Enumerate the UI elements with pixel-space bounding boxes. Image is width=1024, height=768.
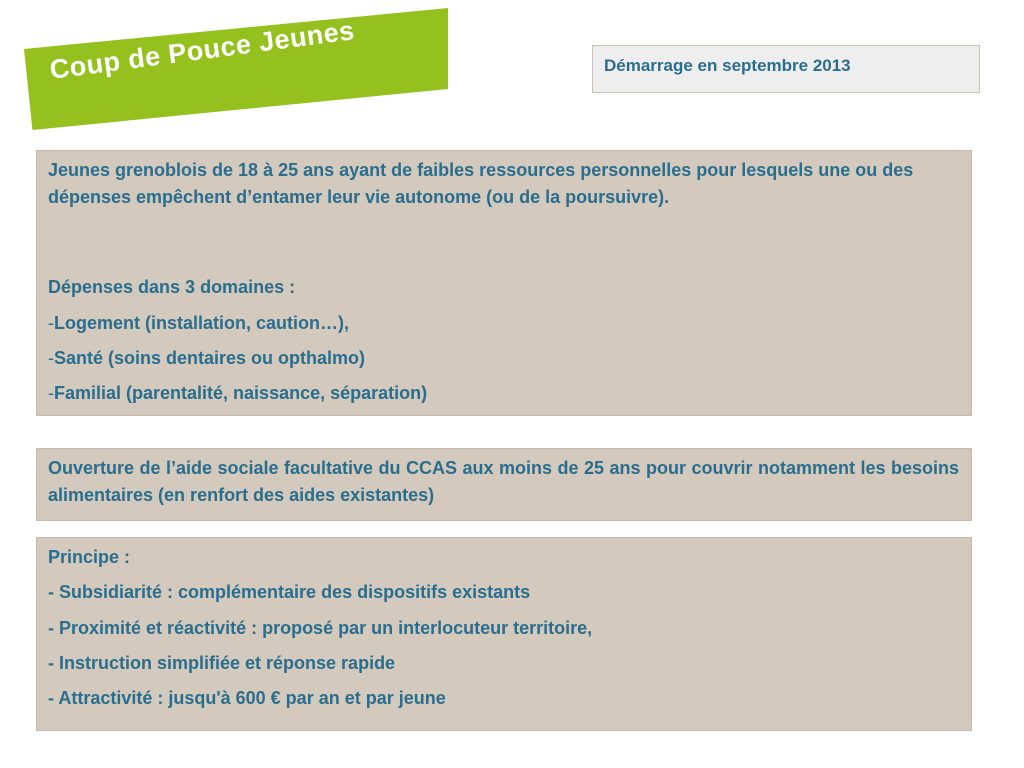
principle-item: - Proximité et réactivité : proposé par un interlocuteur territoire, [48, 618, 593, 638]
domain-item-health: -Santé (soins dentaires ou opthalmo) [48, 348, 366, 368]
domain-item-housing: -Logement (installation, caution…), [48, 313, 350, 333]
domain-item-family: -Familial (parentalité, naissance, séparation) [48, 383, 428, 403]
principles-panel [36, 537, 972, 731]
food-aid-text: Ouverture de l’aide sociale facultative du CCAS aux moins de 25 ans pour couvrir notamment les besoins alimentaires (en renfort des aides existantes) [48, 458, 959, 505]
principles-heading: Principe : [48, 547, 131, 567]
principle-item: - Instruction simplifiée et réponse rapide [48, 653, 396, 673]
start-date-text: Démarrage en septembre 2013 [604, 56, 851, 75]
page-title: Coup de Pouce Jeunes [47, 15, 357, 86]
domains-heading: Dépenses dans 3 domaines : [48, 277, 296, 297]
eligibility-description: Jeunes grenoblois de 18 à 25 ans ayant de faibles ressources personnelles pour lesquels une ou des dépenses empêchent d’entamer leur vie autonome (ou de la poursuivre). [48, 160, 914, 207]
food-aid-panel [36, 448, 972, 521]
principle-item: - Subsidiarité : complémentaire des dispositifs existants [48, 582, 531, 602]
principle-item: - Attractivité : jusqu'à 600 € par an et par jeune [48, 688, 446, 708]
eligibility-panel [36, 150, 972, 416]
start-date-box [592, 45, 980, 93]
